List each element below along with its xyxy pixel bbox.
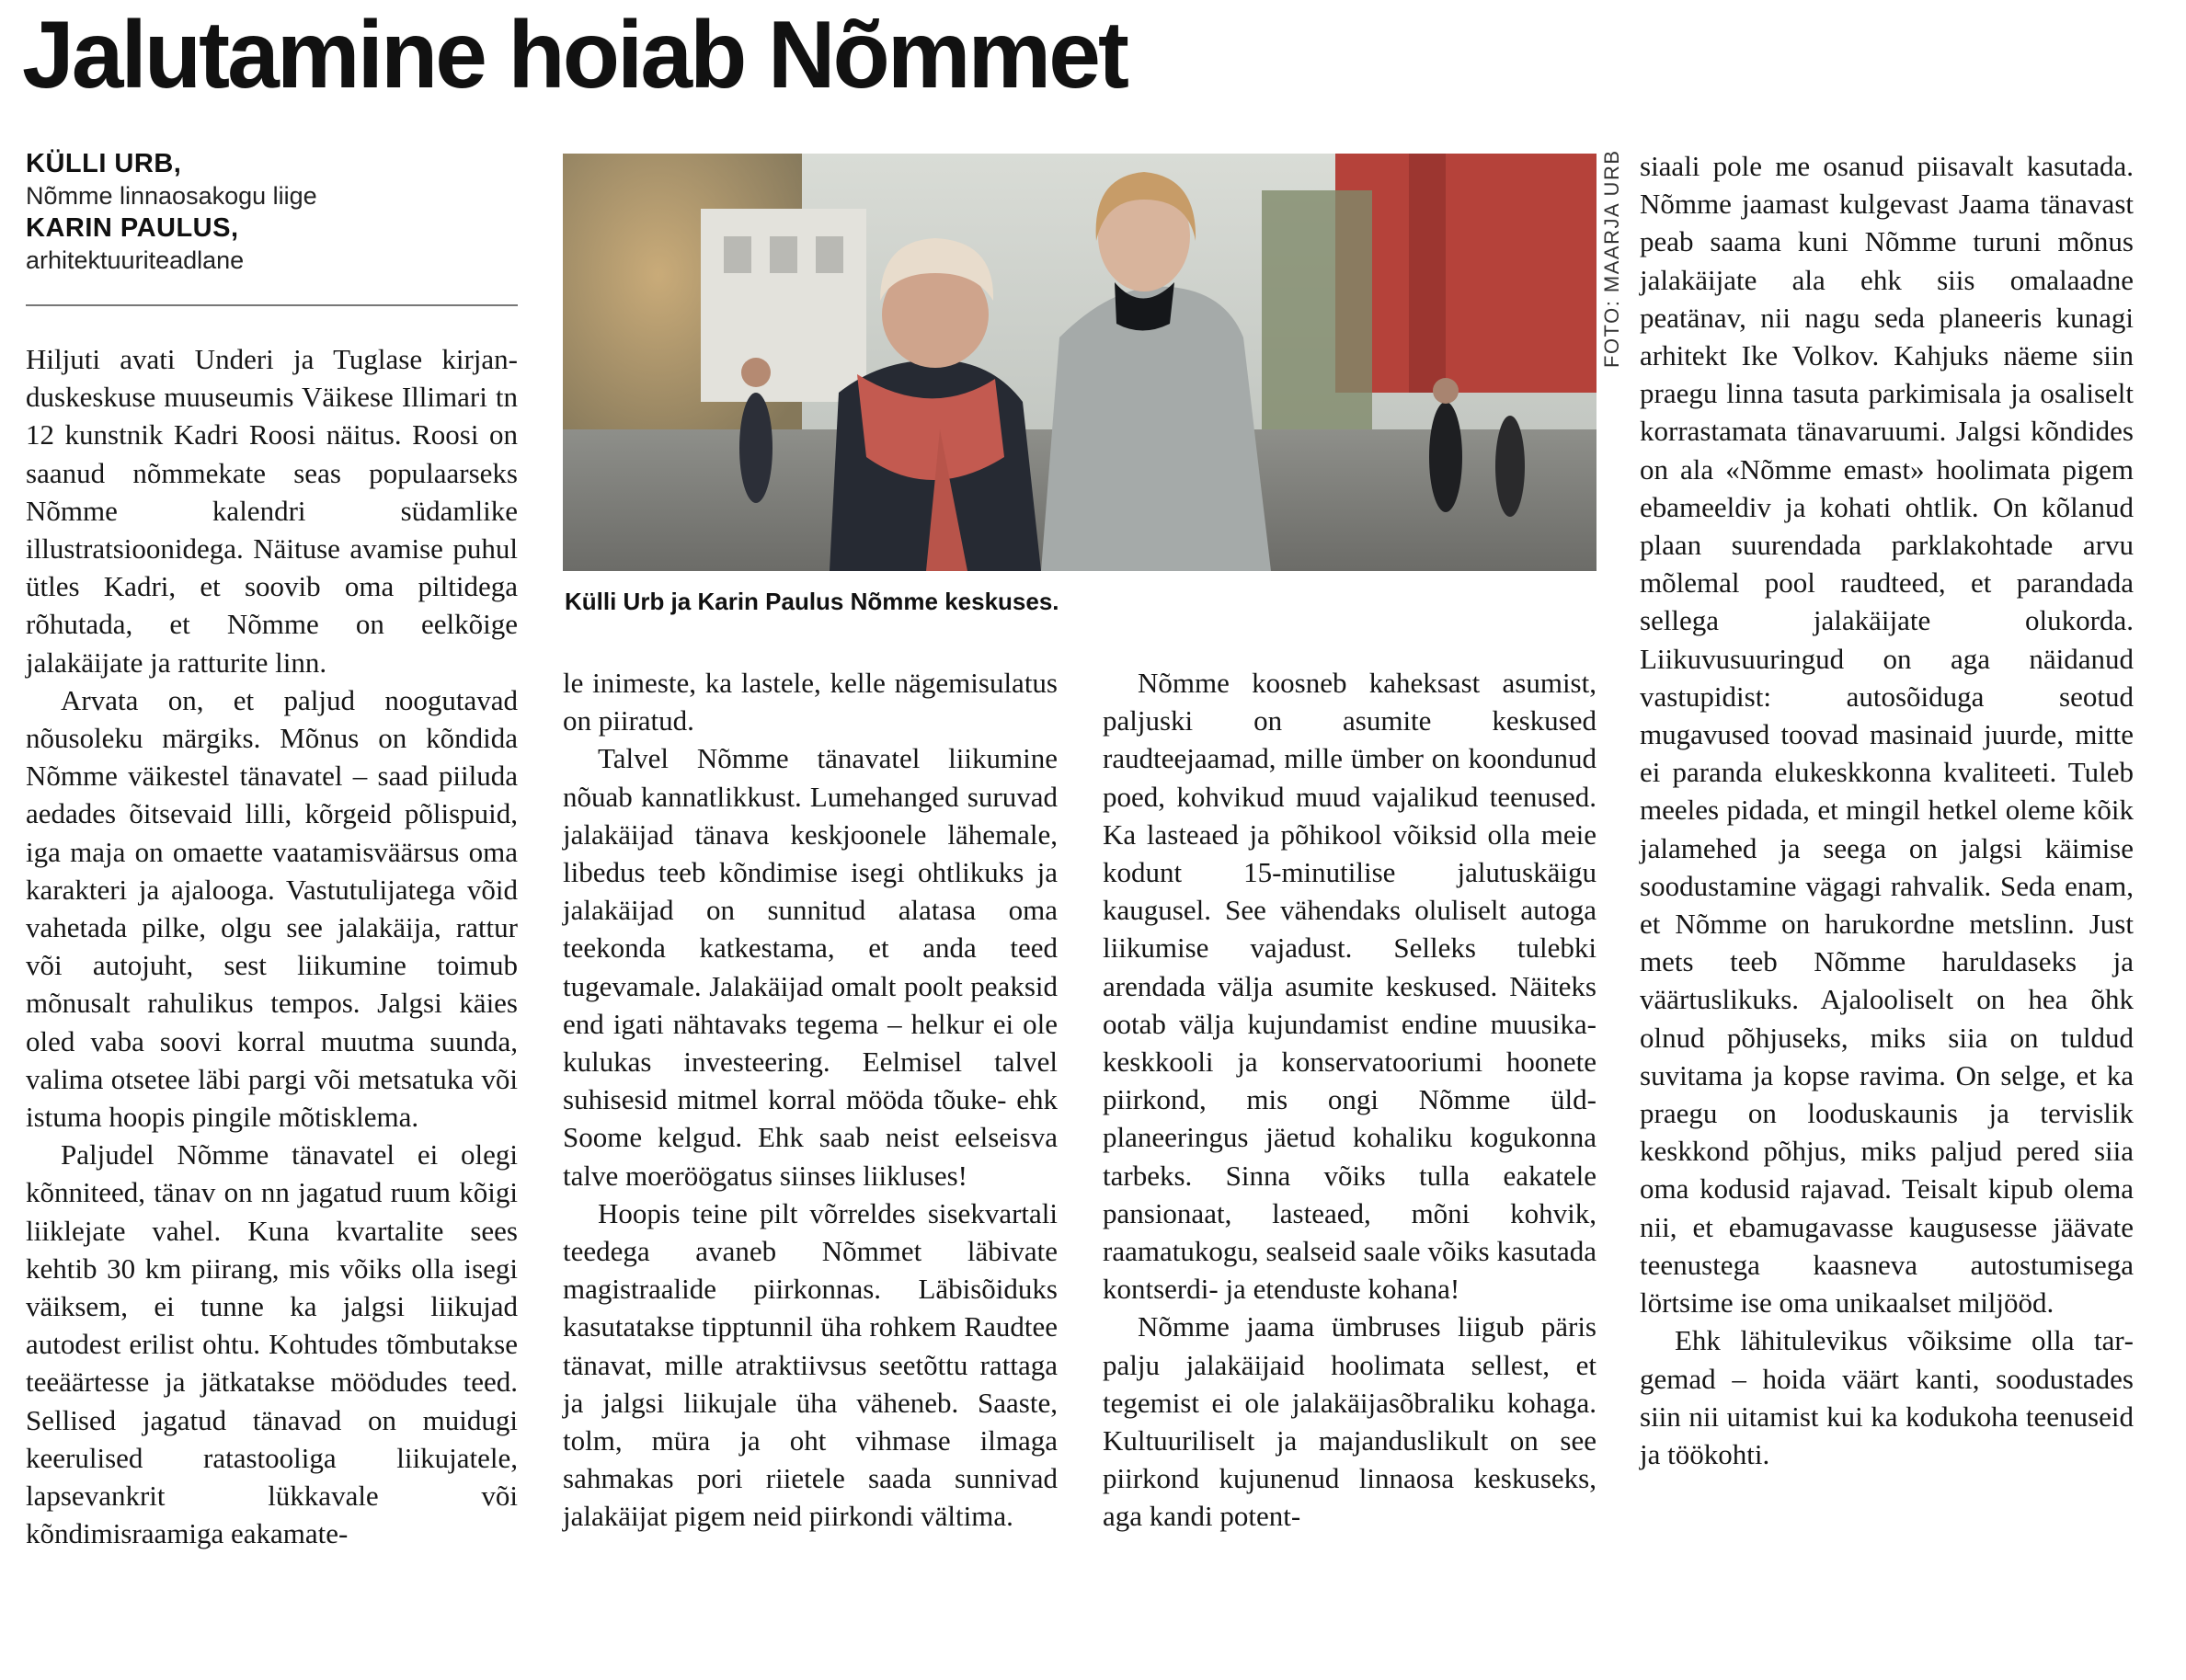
paragraph: Nõmme jaama ümbruses liigub päris palju jalakäijaid hoolimata sellest, et tegemist ei ole jalakäijasõbraliku kohaga. Kultuuriliselt ja majanduslikult on see piirkond kujunenud linnaosa keskuseks, aga kandi potent- [1103,1310,1597,1533]
author-role: arhitektuuriteadlane [26,246,245,274]
paragraph: siaali pole me osanud piisavalt kasutada. Nõmme jaamast kulgevast Jaama tänavast peab saama kuni Nõmme turuni mõnus jalakäijate ala ehk siis omalaadne peatänav, nii nagu seda planeeris kunagi arhitekt Ike Volkov. Kahjuks näeme siin praegu linna tasuta parkimisala ja osaliselt korrastamata tänavaruumi. Jalgsi kõndides on ala «Nõmme emast» hoolimata pigem ebameeldiv ja kohati ohtlik. On kõlanud plaan suurendada parklakohtade arvu mõlemal pool raudteed, et parandada sellega jalakäijate olukorda. Liikuvusuuringud on aga näidanud vastupidist: autosõiduga seotud mugavused toovad masinaid juurde, mitte ei paranda elukeskkonna kvaliteeti. Tuleb meeles pidada, et mingil hetkel oleme kõik jalamehed ja seega on jalgsi käimise soodustamine vägagi rahvalik. Seda enam, et Nõmme on harukordne metslinn. Just mets teeb Nõmme haruldaseks ja väärtuslikuks. Ajalooliselt on hea õhk olnud põhjuseks, miks siia on tuldud suvitama ja kopse ravima. On selge, et ka praegu on looduskaunis ja tervislik keskkond põhjus, miks paljud pered siia oma kodusid rajavad. Teisalt kipub olema nii, et ebamugavasse kaugusesse jäävate teenustega kaasneva autostumisega lörtsime ise oma unikaalset miljööd. [1640,150,2134,1320]
paragraph: Hoopis teine pilt võrreldes sisekvartali teedega avaneb Nõmmet läbivate magistraalide piirkonnas. Läbisõiduks kasutatakse tipptunnil üha rohkem Raudtee tänavat, mille atraktiivsus seetõttu rattaga ja jalgsi liikujale üha väheneb. Saaste, tolm, müra ja oht vihmase ilmaga sahmakas pori riietele saada sunnivad jalakäijat pigem neid piirkondi vältima. [563,1196,1058,1533]
headline: Jalutamine hoiab Nõmmet [22,2,1127,109]
paragraph: Arvata on, et paljud noogutavad nõusoleku märgiks. Mõnus on kõndida Nõmme väikestel tänavatel – saad piiluda aedades õitsevaid lilli, kõrgeid põlispuid, iga maja on omaette vaatamisväärsus oma karakteri ja ajalooga. Vastutulijatega võid vahetada pilke, olgu see jalakäija, rattur või autojuht, sest liikumine toimub mõnusalt rahulikus tempos. Jalgsi käies oled vaba soovi korral muutma suunda, valima otsetee läbi pargi või metsatuka või istuma hoopis pingile mõtisklema. [26,683,518,1134]
paragraph: le inimeste, ka lastele, kelle nägemisulatus on piiratud. [563,667,1058,737]
author-name: KÜLLI URB, [26,149,182,178]
article-column-3 [1103,664,1597,1536]
article-column-2 [563,664,1058,1536]
paragraph: Paljudel Nõmme tänavatel ei olegi kõnniteed, tänav on nn jagatud ruum kõigi liiklejate vahel. Kuna kvartalite sees kehtib 30 km piirang, mis võiks olla isegi väiksem, ei tunne ka jalgsi liikujad autodest erilist ohtu. Kohtudes tõmbutakse teeäärtesse ja jätkatakse möödudes teed. Sellised jagatud tänavad on muidugi keerulised ratastooliga liikujatele, lapsevankrit lükkavale või kõndimisraamiga eakamate- [26,1138,518,1550]
photo-credit: FOTO: MAARJA URB [1600,149,1623,368]
paragraph: Talvel Nõmme tänavatel liikumine nõuab kannatlikkust. Lumehanged suruvad jalakäijad tänava keskjoonele lähemale, libedus teeb kõndimise isegi ohtlikuks ja jalakäijad on sunnitud alatasa oma teekonda katkestama, et anda teed tugevamale. Jalakäijad omalt poolt peaksid end igati nähtavaks tegema – helkur ei ole kulukas investeering. Eelmisel talvel suhisesid mitmel korral mööda tõuke- ehk Soome kelgud. Ehk saab neist eelseisva talve moeröögatus siinses liikluses! [563,742,1058,1192]
article-photo [563,154,1597,571]
author-name: KARIN PAULUS, [26,213,239,243]
author-role: Nõmme linnaosakogu liige [26,182,317,210]
byline [26,147,518,276]
byline-divider [26,304,518,306]
article-column-1 [26,340,518,1553]
paragraph: Nõmme koosneb kaheksast asumist, paljuski on asumite keskused raudteejaamad, mille ümber on koondunud poed, kohvikud muud vajalikud teenused. Ka lasteaed ja põhikool võiksid olla meie kodunt 15-minutilise jalutuskäigu kaugusel. See vähendaks oluliselt autoga liikumise vajadust. Selleks tulebki arendada välja asumite keskused. Näiteks ootab välja kujundamist endine muusikakeskkooli ja konservatooriumi hoonete piirkond, mis ongi Nõmme üldplaneeringus jäetud kohaliku kogukonna tarbeks. Sinna võiks tulla eakatele pansionaat, lasteaed, mõni kohvik, raamatukogu, sealseid saale võiks kasutada kontserdi- ja etenduste kohana! [1103,667,1597,1306]
photo-caption: Külli Urb ja Karin Paulus Nõmme keskuses. [565,588,1059,615]
paragraph: Ehk lähitulevikus võiksime olla targemad – hoida väärt kanti, soodustades siin nii uitamist kui ka kodukoha teenuseid ja töökohti. [1640,1324,2134,1470]
article-column-4 [1640,147,2134,1473]
paragraph: Hiljuti avati Underi ja Tuglase kirjanduskeskuse muuseumis Väikese Illimari tn 12 kunstnik Kadri Roosi näitus. Roosi on saanud nõmmekate seas populaarseks Nõmme kalendri südamlike illustratsioonidega. Näituse avamise puhul ütles Kadri, et soovib oma piltidega rõhutada, et Nõmme on eelkõige jalakäijate ja ratturite linn. [26,343,518,679]
photo-image [563,154,1597,571]
